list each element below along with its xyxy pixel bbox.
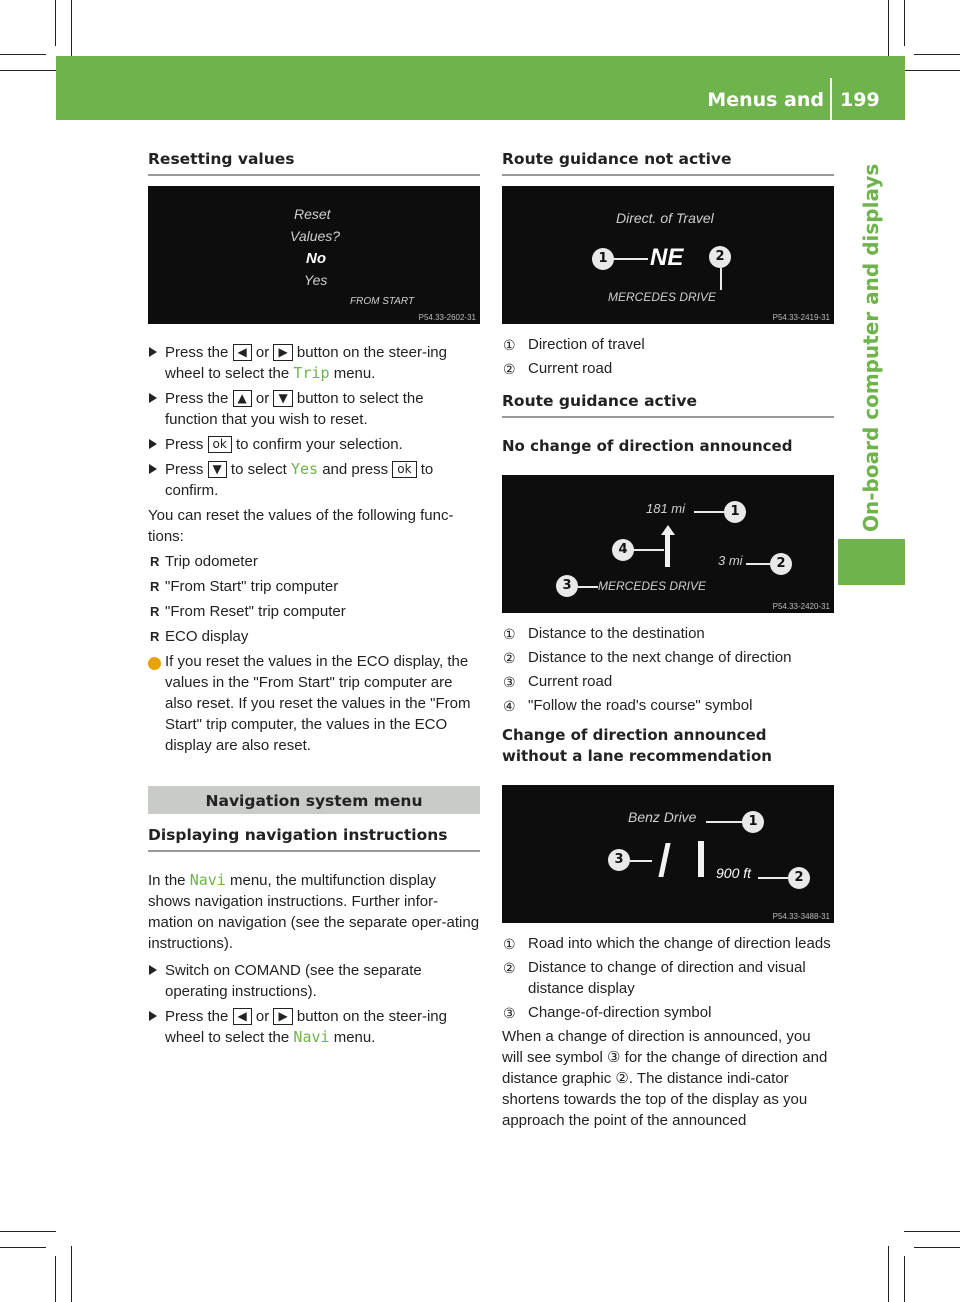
list-item: ③ Current road — [502, 671, 834, 692]
callout-line — [758, 877, 788, 879]
crop-mark — [904, 1231, 960, 1232]
crop-mark — [55, 0, 56, 46]
ok-key-icon: ok — [208, 436, 232, 453]
header-divider — [830, 78, 832, 120]
reset-line2: Values? — [290, 228, 341, 244]
reset-values-screen — [148, 186, 480, 324]
crop-mark — [71, 1246, 72, 1302]
callout-line — [614, 258, 648, 260]
distance-next-change: 3 mi — [718, 553, 743, 568]
reset-intro: You can reset the values of the following func-tions: — [148, 507, 454, 545]
section-title-active: Route guidance active — [502, 392, 834, 418]
arrow-head — [661, 525, 675, 535]
subsection-title-change: Change of direction announced without a lane recommendation — [502, 726, 772, 765]
list-item: ④ "Follow the road's course" symbol — [502, 695, 834, 716]
info-icon: i — [148, 657, 161, 670]
reset-steps — [148, 342, 480, 501]
option-name: Yes — [290, 460, 319, 478]
crop-mark — [904, 70, 960, 71]
header-title: Menus and submenus — [707, 89, 824, 143]
distance-destination: 181 mi — [646, 501, 686, 516]
ok-key-icon: ok — [392, 461, 416, 478]
ref-number: ③ — [607, 1049, 621, 1066]
nav-intro: In the Navi menu, the multifunction display shows navigation instructions. Further infor-mation on navigation (see the separate oper-ating instructions). — [148, 871, 480, 952]
right-column — [502, 150, 834, 1131]
left-arrow-key-icon: ◀ — [233, 344, 252, 361]
list-item: ① Road into which the change of direction leads — [502, 933, 834, 954]
callout-line — [630, 860, 652, 862]
reset-option-yes: Yes — [304, 272, 328, 288]
callout-line — [694, 511, 724, 513]
callout-line — [746, 563, 770, 565]
callout-line — [706, 821, 742, 823]
crop-mark — [0, 1247, 46, 1248]
image-code: P54.33-2420-31 — [772, 602, 830, 611]
left-column — [144, 150, 480, 1052]
legend-number: ① — [503, 936, 516, 952]
list-item: ① Direction of travel — [502, 334, 834, 355]
crop-mark — [0, 1231, 56, 1232]
crop-mark — [55, 1256, 56, 1302]
section-title-inactive: Route guidance not active — [502, 150, 834, 176]
legend-number: ③ — [503, 674, 516, 690]
callout-2: 2 — [770, 553, 792, 575]
up-arrow-key-icon: ▲ — [233, 390, 252, 407]
list-item: R "From Start" trip computer — [148, 576, 480, 597]
callout-3: 3 — [556, 575, 578, 597]
section-title-navigation: Displaying navigation instructions — [148, 826, 480, 852]
list-item: Press the ◀ or ▶ button on the steer-ing wheel to select the Navi menu. — [148, 1006, 480, 1048]
page-number: 199 — [840, 89, 880, 111]
crop-mark — [0, 70, 56, 71]
callout-line — [578, 586, 598, 588]
reset-items — [148, 551, 480, 647]
distance-value: 900 ft — [716, 865, 752, 881]
legend-number: ④ — [503, 698, 516, 714]
route-inactive-screen — [502, 186, 834, 324]
menu-name: Navi — [293, 1028, 330, 1046]
legend-number: ① — [503, 626, 516, 642]
image-code: P54.33-3488-31 — [772, 912, 830, 921]
list-item: R Trip odometer — [148, 551, 480, 572]
legend-number: ② — [503, 361, 516, 377]
side-tab-block — [838, 539, 905, 585]
reset-footer: FROM START — [350, 296, 415, 307]
menu-name: Trip — [293, 364, 330, 382]
callout-3: 3 — [608, 849, 630, 871]
inactive-legend — [502, 334, 834, 379]
section-band-navigation: Navigation system menu — [148, 786, 480, 814]
callout-1: 1 — [724, 501, 746, 523]
road-name: Benz Drive — [628, 809, 697, 825]
straight-arrow-icon — [665, 531, 670, 567]
callout-2: 2 — [788, 867, 810, 889]
legend-number: ③ — [503, 1005, 516, 1021]
change-legend — [502, 933, 834, 1023]
route-change-screen — [502, 785, 834, 923]
callout-line — [632, 549, 664, 551]
left-arrow-key-icon: ◀ — [233, 1008, 252, 1025]
reset-line1: Reset — [294, 206, 331, 222]
legend-number: ② — [503, 650, 516, 666]
callout-line — [720, 268, 722, 290]
callout-2: 2 — [709, 246, 731, 268]
screen-heading: Direct. of Travel — [616, 210, 714, 226]
road-name: MERCEDES DRIVE — [598, 579, 707, 593]
list-item: Press the ▲ or ▼ button to select the function that you wish to reset. — [148, 388, 480, 430]
down-arrow-key-icon: ▼ — [273, 390, 292, 407]
callout-1: 1 — [742, 811, 764, 833]
nav-steps — [148, 960, 480, 1048]
ref-number: ② — [615, 1070, 629, 1087]
subsection-title-nochange: No change of direction announced — [502, 437, 793, 455]
crop-mark — [0, 54, 46, 55]
route-nochange-screen — [502, 475, 834, 613]
crop-mark — [904, 0, 905, 46]
right-arrow-key-icon: ▶ — [273, 1008, 292, 1025]
crop-mark — [914, 54, 960, 55]
list-item: R ECO display — [148, 626, 480, 647]
info-note: i If you reset the values in the ECO display, the values in the "From Start" trip computer are also reset. If you reset the values in the "From Start" trip computer, the values in the ECO display are also reset. — [144, 653, 471, 754]
crop-mark — [888, 0, 889, 56]
callout-1: 1 — [592, 248, 614, 270]
list-item: ② Distance to change of direction and visual distance display — [503, 959, 806, 997]
section-title-resetting: Resetting values — [148, 150, 480, 176]
list-item: Press the ◀ or ▶ button on the steer-ing wheel to select the Trip menu. — [148, 342, 480, 384]
list-item: ③ Change-of-direction symbol — [502, 1002, 834, 1023]
list-item: ① Distance to the destination — [502, 623, 834, 644]
crop-mark — [888, 1246, 889, 1302]
list-item: R "From Reset" trip computer — [148, 601, 480, 622]
list-item: Press ok to confirm your selection. — [148, 434, 480, 455]
crop-mark — [71, 0, 72, 56]
list-item: ② Distance to the next change of direction — [502, 647, 834, 668]
menu-name: Navi — [189, 871, 226, 889]
side-tab-label: On-board computer and displays — [859, 163, 883, 532]
turn-symbol-icon — [658, 843, 670, 877]
distance-bar-icon — [698, 841, 704, 877]
reset-option-no: No — [306, 250, 326, 267]
down-arrow-key-icon: ▼ — [208, 461, 227, 478]
right-arrow-key-icon: ▶ — [273, 344, 292, 361]
image-code: P54.33-2602-31 — [418, 313, 476, 322]
nochange-legend — [502, 623, 834, 716]
closing-paragraph: When a change of direction is announced, you will see symbol ③ for the change of direction and distance graphic ②. The distance indi-cator shortens towards the top of the display as you approach the point of the announced — [502, 1028, 828, 1129]
legend-number: ① — [503, 337, 516, 353]
direction-value: NE — [650, 244, 684, 271]
road-name: MERCEDES DRIVE — [608, 290, 717, 304]
list-item: Press ▼ to select Yes and press ok to confirm. — [148, 459, 480, 501]
list-item: ② Current road — [502, 358, 834, 379]
image-code: P54.33-2419-31 — [772, 313, 830, 322]
crop-mark — [914, 1247, 960, 1248]
legend-number: ② — [503, 960, 516, 976]
crop-mark — [904, 1256, 905, 1302]
list-item: Switch on COMAND (see the separate operating instructions). — [148, 960, 480, 1002]
callout-4: 4 — [612, 539, 634, 561]
